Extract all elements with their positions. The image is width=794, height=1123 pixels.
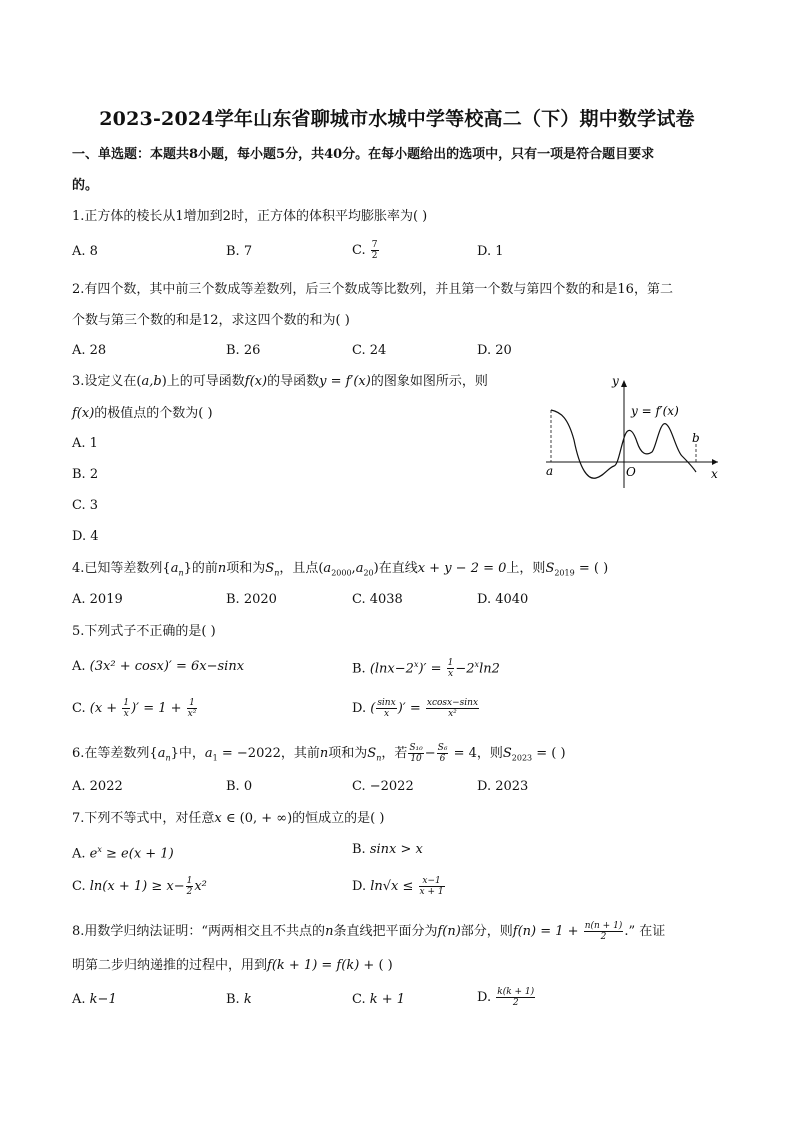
origin-label: O — [626, 465, 636, 479]
x-axis-arrow — [712, 459, 718, 465]
q3-stem-line1: 3.设定义在(a,b)上的可导函数f(x)的导函数y = f′(x)的图象如图所示，则 — [72, 374, 488, 389]
q6-option-a: A. 2022 — [72, 779, 123, 794]
q6-option-b: B. 0 — [226, 779, 253, 794]
q3-option-d: D. 4 — [72, 529, 99, 544]
q4-stem: 4.已知等差数列$\{a_n\}$的前n项和为$S_n$，且点$(a_{2000},a_{20})$在直线x + y − 2 = 0上，则$S_{2019}$ = ( ) — [72, 561, 609, 578]
x-axis-label: x — [711, 467, 718, 481]
q3-option-b: B. 2 — [72, 467, 99, 482]
q5-option-a: A. (3x² + cosx)′ = 6x−sinx — [72, 659, 245, 674]
q1-option-d: D. 1 — [477, 244, 504, 259]
q5-option-b: B. $(\ln x-2^x)'$ = $\frac{1}{x}$ $-2^x\ln 2$ — [352, 658, 500, 680]
q8-option-b: B. k — [226, 992, 252, 1007]
q7-option-d: D. ln√x ≤ $\frac{x-1}{x + 1}$ — [352, 876, 444, 897]
q7-option-a: A. $e^x \ge e(x + 1)$ — [72, 845, 174, 862]
q7-option-b: B. sinx > x — [352, 842, 423, 857]
q2-option-b: B. 26 — [226, 343, 261, 358]
y-axis-arrow — [621, 380, 627, 387]
section-heading-line2: 的。 — [72, 178, 99, 193]
exam-title: 2023-2024学年山东省聊城市水城中学等校高二（下）期中数学试卷 — [99, 108, 695, 130]
curve-label: y = f′(x) — [631, 404, 679, 418]
q3-stem-line2: f(x)的极值点的个数为( ) — [72, 406, 213, 421]
q4-option-d: D. 4040 — [477, 592, 529, 607]
q7-stem: 7.下列不等式中，对任意x ∈ (0, + ∞)的恒成立的是( ) — [72, 811, 385, 826]
q8-option-c: C. k + 1 — [352, 992, 406, 1007]
q4-option-c: C. 4038 — [352, 592, 403, 607]
q5-option-c: C. (x + $\frac{1}{x}$ )′ = 1 + $\frac{1}{\text{x²}}$ — [72, 698, 197, 719]
q1-option-a: A. 8 — [72, 244, 98, 259]
a-label: a — [546, 464, 554, 478]
q8-stem-line1: 8.用数学归纳法证明：“两两相交且不共点的n条直线把平面分为f(n)部分，则f(n) = 1 + $\frac{n(n + 1)}{2}$ .” 在证 — [72, 921, 666, 942]
q5-stem: 5.下列式子不正确的是( ) — [72, 624, 216, 639]
q1-option-c: C. $\frac{7}{2}$ — [352, 240, 378, 261]
q3-option-a: A. 1 — [72, 436, 98, 451]
q5-option-d: D. ( $\frac{\sin x}{x}$ )′ = $\frac{xcosx-\sin x}{\text{x²}}$ — [352, 698, 479, 719]
q6-option-d: D. 2023 — [477, 779, 529, 794]
q6-option-c: C. −2022 — [352, 779, 414, 794]
q2-stem-line2: 个数与第三个数的和是12，求这四个数的和为( ) — [72, 313, 350, 328]
q2-option-c: C. 24 — [352, 343, 387, 358]
q3-option-c: C. 3 — [72, 498, 99, 513]
q8-option-a: A. k−1 — [72, 992, 117, 1007]
q3-derivative-graph — [536, 370, 726, 495]
q4-option-a: A. 2019 — [72, 592, 123, 607]
q1-option-b: B. 7 — [226, 244, 253, 259]
q8-option-d: D. $\frac{k(k + 1)}{2}$ — [477, 987, 535, 1008]
b-label: b — [692, 431, 700, 445]
section-heading-line1: 一、单选题：本题共8小题，每小题5分，共40分。在每小题给出的选项中，只有一项是符合题目要求 — [72, 147, 655, 162]
q1-option-c-fraction: $\frac{7}{2}$ — [371, 240, 378, 261]
q8-stem-line2: 明第二步归纳递推的过程中，用到f(k + 1) = f(k) + ( ) — [72, 958, 393, 973]
q2-option-a: A. 28 — [72, 343, 107, 358]
y-axis-label: y — [612, 374, 619, 388]
q2-stem-line1: 2.有四个数，其中前三个数成等差数列，后三个数成等比数列，并且第一个数与第四个数的和是16，第二 — [72, 282, 673, 297]
q6-stem: 6.在等差数列$\{a_n\}$中，$a_1 = -2022$，其前n项和为$S_n$，若 $\frac{\text{S₁₀}}{10}$ − $\frac{\text{S₆}}{6}$ = 4，则$S_{2023}$ = ( ) — [72, 743, 566, 764]
q7-option-c: C. ln(x + 1) ≥ x− $\frac{1}{2}$ x² — [72, 876, 207, 897]
q1-stem: 1.正方体的棱长从1增加到2时，正方体的体积平均膨胀率为( ) — [72, 209, 428, 224]
q2-option-d: D. 20 — [477, 343, 512, 358]
q4-option-b: B. 2020 — [226, 592, 277, 607]
